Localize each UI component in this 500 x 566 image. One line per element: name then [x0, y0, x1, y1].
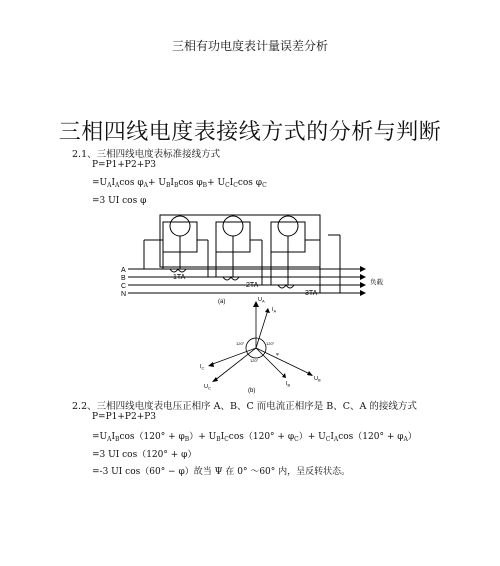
line-label-a: A — [121, 267, 126, 274]
load-label: 负载 — [370, 279, 383, 286]
phasor-diagram — [210, 303, 312, 381]
equation-power-sum: P=P1+P2+P3 — [92, 160, 157, 170]
equation-expanded-2: $=U_AI_B\cos(120^\circ + \varphi_B)+ U_BI_C\cos(120^\circ + \varphi_C)+ U_CI_A\cos(120^\circ + \varphi_A)$ — [92, 432, 417, 443]
meter-element-1 — [170, 216, 190, 236]
equation-result-2: =3 UI cos（120° + φ） — [92, 450, 197, 460]
ct-label-3: 3TA — [305, 290, 318, 297]
equation-result: =3 UI cos φ — [92, 196, 147, 206]
equation-expanded: $=U_AI_A\cos$ $\varphi_A+ U_BI_B\cos$ $\varphi_B+ U_CI_C\cos$ $\varphi_C$ — [92, 178, 267, 189]
wiring-and-phasor-diagram — [0, 205, 500, 395]
meter-element-3 — [278, 216, 298, 236]
ct-label-1: 1TA — [173, 274, 186, 281]
angle-label-right: 120° — [266, 341, 275, 346]
diagram-label-a: (a) — [218, 299, 226, 305]
document-header-title: 三相有功电度表计量误差分析 — [171, 39, 328, 53]
equation-conclusion: =-3 UI cos（60° − φ）故当 Ψ 在 0° ～60° 内，呈反转状态。 — [92, 467, 351, 477]
line-label-b: B — [121, 275, 126, 282]
phi-label: φ — [276, 351, 279, 356]
section-2-2-heading: 2.2、三相四线电度表电压正相序 A、B、C 而电流正相序是 B、C、A 的接线方式 — [72, 401, 417, 412]
phasor-ub-label: $U_B$ — [314, 376, 321, 383]
phasor-ib-label: $I_B$ — [286, 381, 291, 388]
phasor-uc-label: $U_C$ — [204, 384, 211, 391]
phasor-ib — [256, 348, 285, 377]
line-label-n: N — [121, 291, 127, 298]
ct-label-2: 2TA — [246, 282, 259, 289]
main-title: 三相四线电度表接线方式的分析与判断 — [58, 120, 442, 145]
equation-power-sum-2: P=P1+P2+P3 — [92, 412, 157, 422]
phasor-uc — [214, 348, 256, 381]
phasor-ic-label: $I_C$ — [200, 364, 205, 371]
angle-label-bottom: 120° — [250, 358, 259, 363]
phasor-ua-label: $U_A$ — [258, 297, 265, 304]
section-2-1-heading: 2.1、三相四线电度表标准接线方式 — [72, 149, 221, 160]
phasor-ub — [256, 348, 312, 375]
diagram-label-b: (b) — [248, 388, 256, 394]
line-label-c: C — [121, 283, 127, 290]
meter-enclosure — [160, 215, 320, 267]
meter-element-2 — [223, 216, 243, 236]
angle-label-left: 120° — [236, 341, 245, 346]
phasor-ia-label: $I_A$ — [272, 307, 277, 314]
